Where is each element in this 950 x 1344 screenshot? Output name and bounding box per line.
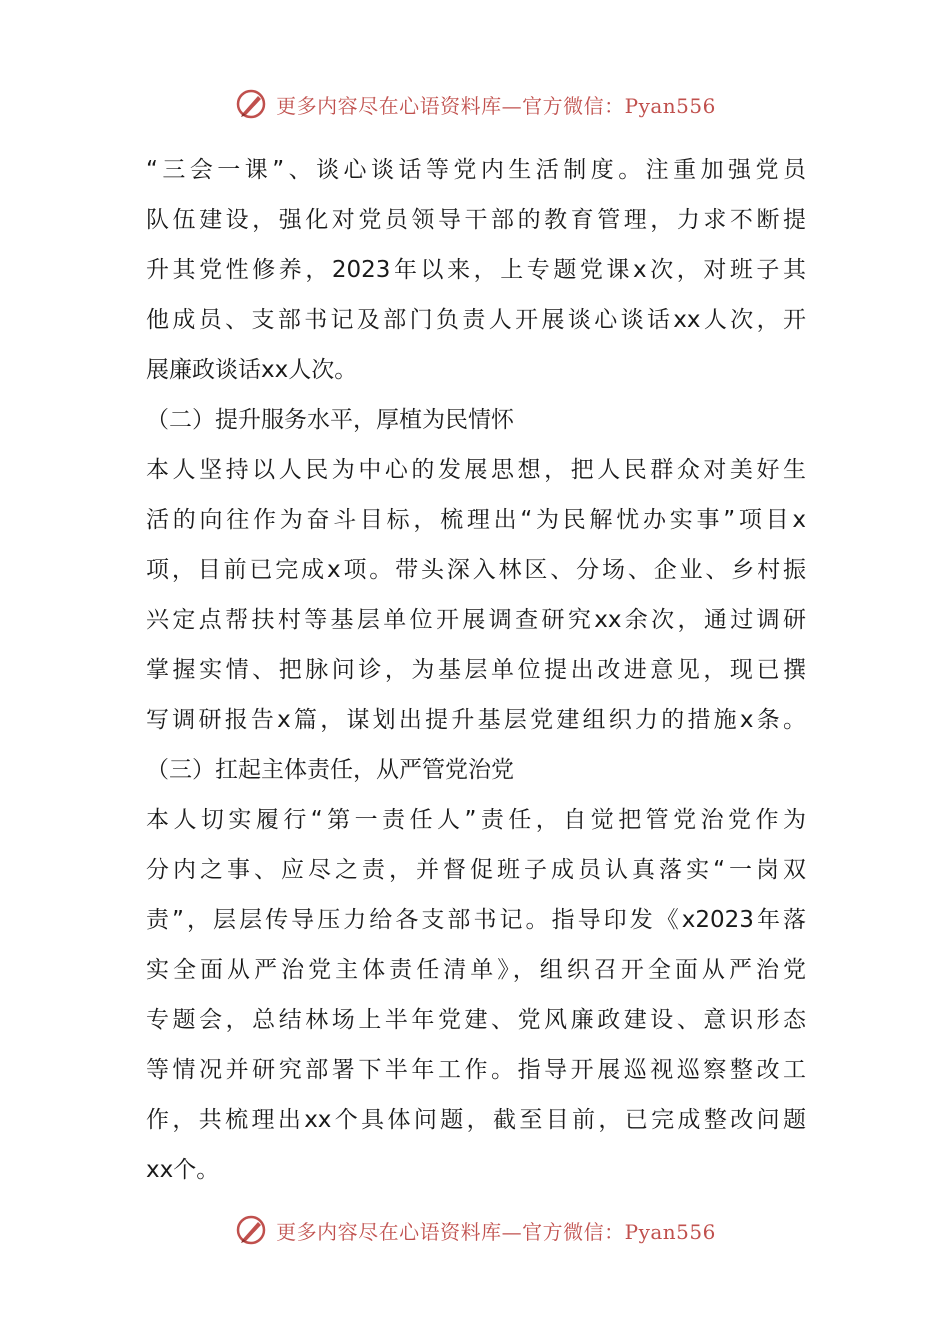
footer-watermark-banner [0, 1210, 950, 1250]
text-line: 责”，层层传导压力给各支部书记。指导印发《x2023年落 [146, 907, 806, 933]
text-line: （三）扛起主体责任，从严管党治党 [146, 757, 514, 783]
text-line: 本人切实履行“第一责任人”责任，自觉把管党治党作为 [146, 807, 806, 833]
header-watermark-banner [0, 84, 950, 124]
pen-logo-icon [234, 87, 268, 121]
text-line: 实全面从严治党主体责任清单》，组织召开全面从严治党 [146, 957, 806, 983]
watermark-text: 更多内容尽在心语资料库—官方微信：Pyan556 [276, 93, 716, 118]
text-line: 本人坚持以人民为中心的发展思想，把人民群众对美好生 [146, 457, 806, 483]
watermark-text: 更多内容尽在心语资料库—官方微信：Pyan556 [276, 1219, 716, 1244]
text-line: 活的向往作为奋斗目标，梳理出“为民解忧办实事”项目x [146, 507, 806, 533]
text-line: 展廉政谈话xx人次。 [146, 357, 358, 383]
document-body [146, 145, 806, 1195]
text-line: 队伍建设，强化对党员领导干部的教育管理，力求不断提 [146, 207, 806, 233]
text-line: 作，共梳理出xx个具体问题，截至目前，已完成整改问题 [146, 1107, 806, 1133]
text-line: 等情况并研究部署下半年工作。指导开展巡视巡察整改工 [146, 1057, 806, 1083]
text-line: “三会一课”、谈心谈话等党内生活制度。注重加强党员 [146, 157, 806, 183]
text-line: 专题会，总结林场上半年党建、党风廉政建设、意识形态 [146, 1007, 806, 1033]
text-line: 写调研报告x篇，谋划出提升基层党建组织力的措施x条。 [146, 707, 806, 733]
text-line: 升其党性修养，2023年以来，上专题党课x次，对班子其 [146, 257, 806, 283]
text-line: xx个。 [146, 1157, 220, 1183]
text-line: 兴定点帮扶村等基层单位开展调查研究xx余次，通过调研 [146, 607, 806, 633]
text-line: 分内之事、应尽之责，并督促班子成员认真落实“一岗双 [146, 857, 806, 883]
text-line: 项，目前已完成x项。带头深入林区、分场、企业、乡村振 [146, 557, 806, 583]
text-line: （二）提升服务水平，厚植为民情怀 [146, 407, 514, 433]
pen-logo-icon [234, 1213, 268, 1247]
text-line: 掌握实情、把脉问诊，为基层单位提出改进意见，现已撰 [146, 657, 806, 683]
text-line: 他成员、支部书记及部门负责人开展谈心谈话xx人次，开 [146, 307, 806, 333]
